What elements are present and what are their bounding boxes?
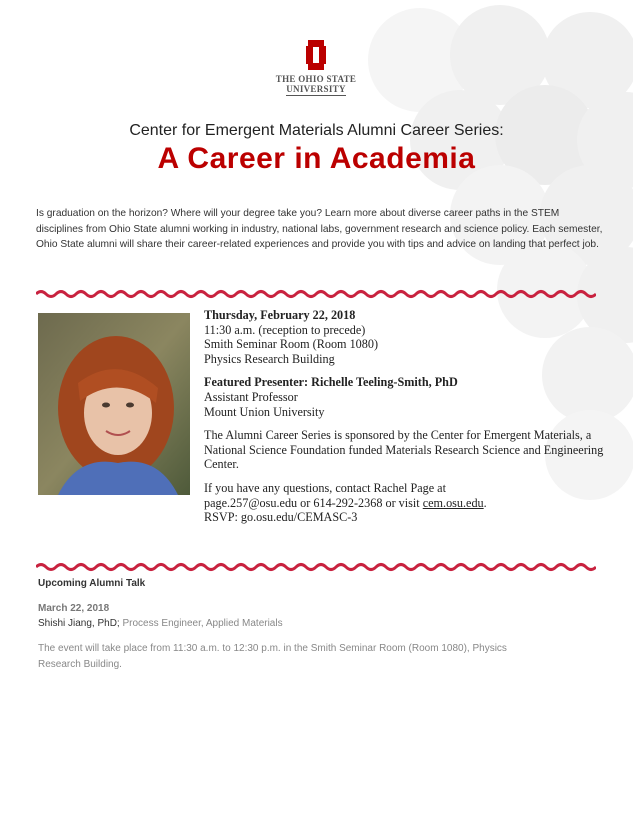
event-details	[204, 308, 604, 534]
upcoming-talk-section	[38, 578, 598, 673]
upcoming-date: March 22, 2018	[38, 603, 110, 614]
upcoming-speaker-line	[38, 618, 598, 629]
contact-line2-suffix: .	[483, 495, 487, 510]
wavy-divider-top	[36, 289, 596, 299]
event-time: 11:30 a.m. (reception to precede)	[204, 322, 366, 337]
rsvp-line: RSVP: go.osu.edu/CEMASC-3	[204, 510, 358, 525]
presenter-institution: Mount Union University	[204, 404, 325, 419]
presenter-label: Featured Presenter: Richelle Teeling-Smith, PhD	[204, 375, 458, 390]
upcoming-heading: Upcoming Alumni Talk	[38, 578, 146, 589]
wavy-divider-bottom	[36, 562, 596, 572]
wordmark-line1: THE OHIO STATE	[275, 74, 357, 84]
sponsor-text: The Alumni Career Series is sponsored by the Center for Emergent Materials, a National Science Foundation funded Materials Research Science and Engineering Center.	[204, 428, 604, 472]
contact-line1: If you have any questions, contact Rachel Page at	[204, 480, 446, 495]
series-title: Center for Emergent Materials Alumni Career Series:	[129, 122, 504, 139]
intro-paragraph: Is graduation on the horizon? Where will your degree take you? Learn more about diverse career paths in the STEM disciplines from Ohio State alumni working in industry, national labs, government research and science policy. Each semester, Ohio State alumni will share their career-related experiences and provide you with tips and advice on landing that perfect job.	[36, 208, 603, 250]
contact-line2-prefix: page.257@osu.edu or 614-292-2368 or visit	[204, 495, 423, 510]
event-room: Smith Seminar Room (Room 1080)	[204, 337, 379, 352]
upcoming-speaker: Shishi Jiang, PhD;	[38, 618, 120, 629]
university-wordmark	[268, 74, 364, 96]
event-building: Physics Research Building	[204, 351, 335, 366]
upcoming-role: Process Engineer, Applied Materials	[119, 618, 283, 629]
presenter-photo	[38, 313, 190, 495]
wordmark-line2: UNIVERSITY	[286, 84, 346, 94]
cem-website-link[interactable]: cem.osu.edu	[422, 495, 484, 510]
upcoming-note: The event will take place from 11:30 a.m. to 12:30 p.m. in the Smith Seminar Room (Room 1080), Physics Research Building.	[38, 643, 507, 670]
presenter-title: Assistant Professor	[204, 389, 298, 404]
ohio-state-block-o-logo	[306, 40, 326, 70]
event-date: Thursday, February 22, 2018	[204, 308, 356, 322]
page-title: A Career in Academia	[157, 142, 476, 175]
